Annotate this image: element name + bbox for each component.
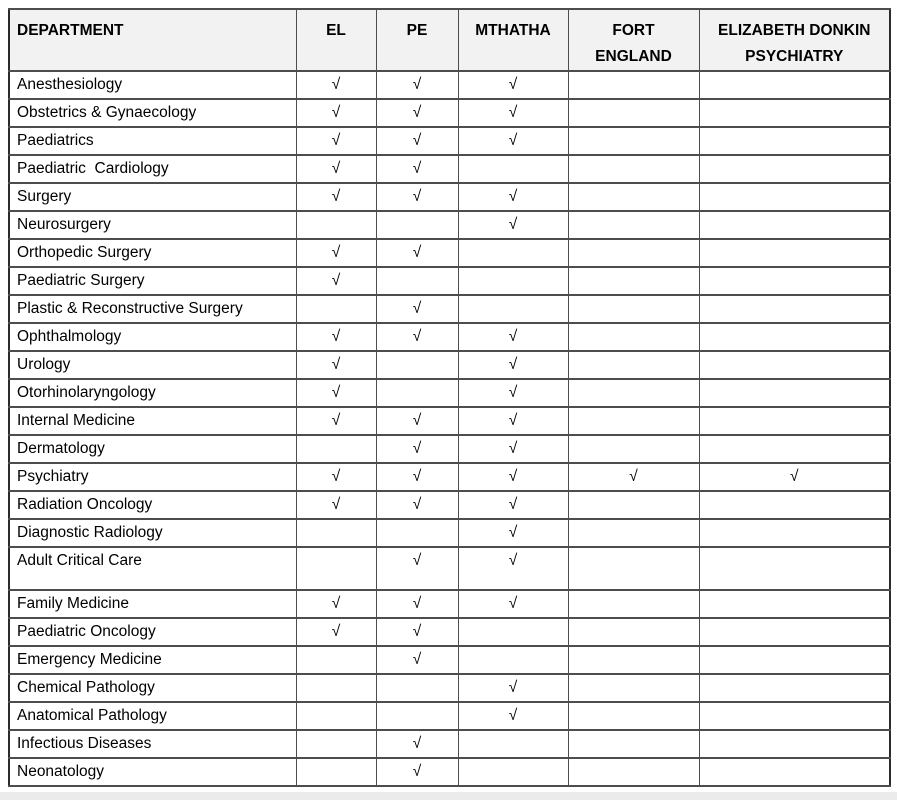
column-header-el: EL <box>296 9 376 71</box>
table-row <box>9 351 890 379</box>
check-cell-elizabeth-donkin <box>699 295 890 323</box>
check-cell-el <box>296 674 376 702</box>
check-cell-mthatha: √ <box>458 674 568 702</box>
check-cell-el: √ <box>296 127 376 155</box>
page-bottom-edge <box>0 792 897 800</box>
check-cell-mthatha: √ <box>458 547 568 590</box>
check-cell-elizabeth-donkin <box>699 267 890 295</box>
department-name: Plastic & Reconstructive Surgery <box>9 295 296 323</box>
check-cell-mthatha: √ <box>458 183 568 211</box>
table-body <box>9 71 890 786</box>
table-row <box>9 407 890 435</box>
check-cell-fort-england: √ <box>568 463 699 491</box>
check-cell-fort-england <box>568 491 699 519</box>
check-cell-elizabeth-donkin: √ <box>699 463 890 491</box>
check-cell-fort-england <box>568 267 699 295</box>
check-cell-pe: √ <box>376 435 458 463</box>
department-name: Anatomical Pathology <box>9 702 296 730</box>
check-cell-elizabeth-donkin <box>699 618 890 646</box>
check-cell-el: √ <box>296 379 376 407</box>
check-cell-fort-england <box>568 730 699 758</box>
check-cell-mthatha <box>458 239 568 267</box>
check-cell-fort-england <box>568 674 699 702</box>
check-cell-mthatha: √ <box>458 435 568 463</box>
department-name: Paediatrics <box>9 127 296 155</box>
check-cell-pe <box>376 519 458 547</box>
department-name: Surgery <box>9 183 296 211</box>
department-name: Infectious Diseases <box>9 730 296 758</box>
check-cell-pe: √ <box>376 71 458 99</box>
check-cell-fort-england <box>568 702 699 730</box>
table-row <box>9 547 890 590</box>
check-cell-mthatha <box>458 155 568 183</box>
table-row <box>9 127 890 155</box>
check-cell-pe: √ <box>376 491 458 519</box>
check-cell-el: √ <box>296 267 376 295</box>
department-name: Paediatric Oncology <box>9 618 296 646</box>
check-cell-elizabeth-donkin <box>699 491 890 519</box>
column-header-fort-england-line2: ENGLAND <box>595 48 672 65</box>
department-name: Psychiatry <box>9 463 296 491</box>
table-row <box>9 379 890 407</box>
check-cell-pe: √ <box>376 618 458 646</box>
check-cell-mthatha: √ <box>458 99 568 127</box>
check-cell-fort-england <box>568 211 699 239</box>
check-cell-pe <box>376 351 458 379</box>
check-cell-fort-england <box>568 646 699 674</box>
check-cell-pe: √ <box>376 127 458 155</box>
check-cell-el: √ <box>296 590 376 618</box>
table-row <box>9 99 890 127</box>
check-cell-elizabeth-donkin <box>699 519 890 547</box>
check-cell-pe <box>376 211 458 239</box>
check-cell-pe: √ <box>376 295 458 323</box>
column-header-fort-england <box>568 9 699 71</box>
department-name: Adult Critical Care <box>9 547 296 590</box>
check-cell-pe: √ <box>376 730 458 758</box>
check-cell-fort-england <box>568 323 699 351</box>
table-row <box>9 239 890 267</box>
department-name: Neonatology <box>9 758 296 786</box>
check-cell-fort-england <box>568 71 699 99</box>
check-cell-fort-england <box>568 519 699 547</box>
department-name: Neurosurgery <box>9 211 296 239</box>
table-row <box>9 519 890 547</box>
department-name: Radiation Oncology <box>9 491 296 519</box>
check-cell-elizabeth-donkin <box>699 155 890 183</box>
check-cell-elizabeth-donkin <box>699 590 890 618</box>
check-cell-pe <box>376 674 458 702</box>
table-row <box>9 211 890 239</box>
department-availability-table <box>8 8 891 787</box>
check-cell-mthatha: √ <box>458 407 568 435</box>
check-cell-el: √ <box>296 99 376 127</box>
check-cell-mthatha: √ <box>458 351 568 379</box>
check-cell-pe: √ <box>376 323 458 351</box>
check-cell-elizabeth-donkin <box>699 758 890 786</box>
check-cell-pe: √ <box>376 646 458 674</box>
check-cell-elizabeth-donkin <box>699 323 890 351</box>
table-row <box>9 618 890 646</box>
check-cell-el: √ <box>296 618 376 646</box>
check-cell-mthatha <box>458 267 568 295</box>
table-row <box>9 646 890 674</box>
check-cell-fort-england <box>568 239 699 267</box>
check-cell-mthatha: √ <box>458 463 568 491</box>
check-cell-el <box>296 758 376 786</box>
check-cell-fort-england <box>568 590 699 618</box>
check-cell-elizabeth-donkin <box>699 127 890 155</box>
check-cell-elizabeth-donkin <box>699 646 890 674</box>
check-cell-elizabeth-donkin <box>699 211 890 239</box>
check-cell-fort-england <box>568 127 699 155</box>
table-row <box>9 155 890 183</box>
table-row <box>9 183 890 211</box>
check-cell-fort-england <box>568 379 699 407</box>
table-header <box>9 9 890 71</box>
table-row <box>9 463 890 491</box>
check-cell-elizabeth-donkin <box>699 702 890 730</box>
column-header-elizabeth-donkin <box>699 9 890 71</box>
check-cell-mthatha: √ <box>458 71 568 99</box>
check-cell-pe <box>376 267 458 295</box>
check-cell-elizabeth-donkin <box>699 407 890 435</box>
column-header-fort-england-line1: FORT <box>612 22 655 39</box>
check-cell-el: √ <box>296 463 376 491</box>
department-name: Orthopedic Surgery <box>9 239 296 267</box>
department-name: Anesthesiology <box>9 71 296 99</box>
table-row <box>9 491 890 519</box>
check-cell-mthatha <box>458 618 568 646</box>
check-cell-mthatha <box>458 730 568 758</box>
check-cell-fort-england <box>568 155 699 183</box>
check-cell-elizabeth-donkin <box>699 435 890 463</box>
department-name: Chemical Pathology <box>9 674 296 702</box>
check-cell-pe: √ <box>376 590 458 618</box>
department-name: Internal Medicine <box>9 407 296 435</box>
column-header-pe: PE <box>376 9 458 71</box>
check-cell-mthatha: √ <box>458 379 568 407</box>
check-cell-pe: √ <box>376 183 458 211</box>
check-cell-fort-england <box>568 295 699 323</box>
check-cell-pe: √ <box>376 239 458 267</box>
column-header-elizabeth-donkin-line1: ELIZABETH DONKIN <box>718 22 871 39</box>
check-cell-fort-england <box>568 618 699 646</box>
check-cell-pe <box>376 702 458 730</box>
check-cell-fort-england <box>568 435 699 463</box>
table-row <box>9 702 890 730</box>
check-cell-elizabeth-donkin <box>699 183 890 211</box>
table-container <box>8 8 891 787</box>
check-cell-pe: √ <box>376 407 458 435</box>
check-cell-el <box>296 295 376 323</box>
table-row <box>9 323 890 351</box>
department-name: Ophthalmology <box>9 323 296 351</box>
table-row <box>9 590 890 618</box>
check-cell-el <box>296 211 376 239</box>
check-cell-elizabeth-donkin <box>699 71 890 99</box>
column-header-department: DEPARTMENT <box>9 9 296 71</box>
check-cell-el: √ <box>296 323 376 351</box>
check-cell-mthatha <box>458 646 568 674</box>
check-cell-elizabeth-donkin <box>699 99 890 127</box>
department-name: Paediatric Surgery <box>9 267 296 295</box>
check-cell-el: √ <box>296 407 376 435</box>
table-row <box>9 674 890 702</box>
check-cell-fort-england <box>568 351 699 379</box>
department-name: Emergency Medicine <box>9 646 296 674</box>
table-row <box>9 435 890 463</box>
check-cell-pe: √ <box>376 758 458 786</box>
column-header-mthatha: MTHATHA <box>458 9 568 71</box>
table-row <box>9 730 890 758</box>
check-cell-el <box>296 435 376 463</box>
check-cell-pe: √ <box>376 99 458 127</box>
check-cell-fort-england <box>568 407 699 435</box>
check-cell-pe <box>376 379 458 407</box>
check-cell-el: √ <box>296 351 376 379</box>
check-cell-mthatha <box>458 295 568 323</box>
check-cell-el <box>296 547 376 590</box>
check-cell-pe: √ <box>376 547 458 590</box>
check-cell-elizabeth-donkin <box>699 239 890 267</box>
table-row <box>9 267 890 295</box>
department-name: Family Medicine <box>9 590 296 618</box>
check-cell-elizabeth-donkin <box>699 674 890 702</box>
check-cell-el <box>296 730 376 758</box>
check-cell-elizabeth-donkin <box>699 379 890 407</box>
check-cell-mthatha: √ <box>458 519 568 547</box>
check-cell-mthatha: √ <box>458 323 568 351</box>
check-cell-el: √ <box>296 183 376 211</box>
check-cell-elizabeth-donkin <box>699 730 890 758</box>
table-row <box>9 295 890 323</box>
table-row <box>9 71 890 99</box>
department-name: Diagnostic Radiology <box>9 519 296 547</box>
check-cell-el <box>296 646 376 674</box>
check-cell-mthatha: √ <box>458 211 568 239</box>
department-name: Dermatology <box>9 435 296 463</box>
check-cell-el: √ <box>296 239 376 267</box>
check-cell-el <box>296 519 376 547</box>
check-cell-el: √ <box>296 71 376 99</box>
department-name: Otorhinolaryngology <box>9 379 296 407</box>
check-cell-fort-england <box>568 758 699 786</box>
check-cell-fort-england <box>568 183 699 211</box>
check-cell-fort-england <box>568 99 699 127</box>
column-header-elizabeth-donkin-line2: PSYCHIATRY <box>745 48 844 65</box>
check-cell-mthatha: √ <box>458 702 568 730</box>
check-cell-mthatha: √ <box>458 127 568 155</box>
check-cell-mthatha: √ <box>458 491 568 519</box>
check-cell-mthatha <box>458 758 568 786</box>
department-name: Urology <box>9 351 296 379</box>
check-cell-pe: √ <box>376 155 458 183</box>
header-row <box>9 9 890 71</box>
department-name: Paediatric Cardiology <box>9 155 296 183</box>
check-cell-pe: √ <box>376 463 458 491</box>
check-cell-el <box>296 702 376 730</box>
check-cell-fort-england <box>568 547 699 590</box>
table-row <box>9 758 890 786</box>
check-cell-mthatha: √ <box>458 590 568 618</box>
check-cell-el: √ <box>296 155 376 183</box>
check-cell-elizabeth-donkin <box>699 351 890 379</box>
check-cell-el: √ <box>296 491 376 519</box>
department-name: Obstetrics & Gynaecology <box>9 99 296 127</box>
check-cell-elizabeth-donkin <box>699 547 890 590</box>
